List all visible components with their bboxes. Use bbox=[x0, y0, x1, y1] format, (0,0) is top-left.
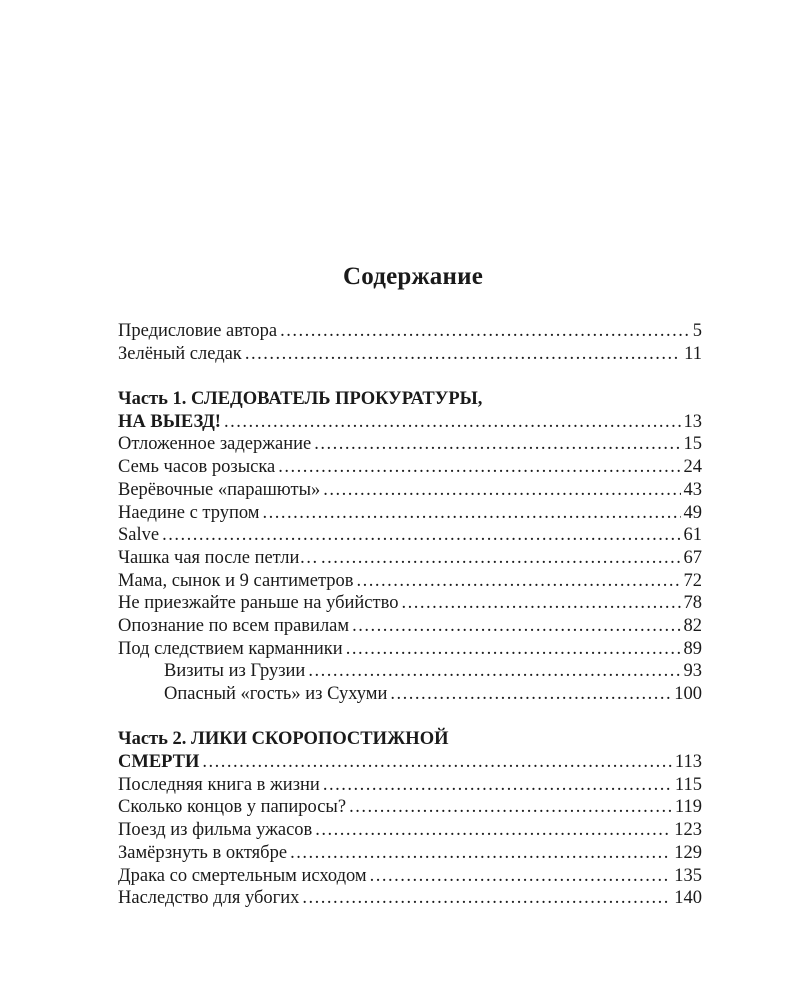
toc-entry-page: 123 bbox=[674, 820, 702, 841]
toc-entry-page: 15 bbox=[683, 434, 702, 455]
toc-leader-dots bbox=[162, 524, 680, 547]
toc-leader-dots bbox=[401, 592, 680, 615]
toc-leader-dots bbox=[346, 638, 681, 661]
toc-entry-title: Последняя книга в жизни bbox=[118, 774, 320, 795]
toc-entry-title: Сколько концов у папиросы? bbox=[118, 797, 347, 818]
toc-entry[interactable] bbox=[118, 592, 702, 615]
toc-entry-page: 115 bbox=[674, 774, 702, 795]
toc-entry-page: 67 bbox=[683, 547, 702, 568]
toc-entry-title: Поезд из фильма ужасов bbox=[118, 820, 313, 841]
toc-leader-dots bbox=[315, 819, 671, 842]
toc-entry-title: Предисловие автора bbox=[118, 321, 278, 341]
toc-entry[interactable] bbox=[118, 502, 702, 525]
part-1-heading-title: НА ВЫЕЗД! bbox=[118, 411, 221, 432]
toc-leader-dots bbox=[357, 570, 681, 593]
toc-leader-dots bbox=[245, 343, 681, 366]
toc-entry[interactable] bbox=[118, 456, 702, 479]
toc-leader-dots bbox=[352, 615, 680, 638]
toc-entry-title: Чашка чая после петли… bbox=[118, 547, 318, 568]
part-1-heading[interactable]: Часть 1. СЛЕДОВАТЕЛЬ ПРОКУРАТУРЫ, bbox=[118, 389, 483, 410]
section-gap bbox=[118, 365, 702, 388]
toc-entry[interactable] bbox=[118, 320, 702, 343]
toc-entry-title: Опознание по всем правилам bbox=[118, 615, 350, 636]
toc-entry-title: Под следствием карманники bbox=[118, 638, 343, 659]
toc-entry-page: 61 bbox=[683, 525, 702, 546]
toc-entry-title: Мама, сынок и 9 сантиметров bbox=[118, 570, 354, 591]
toc-entry[interactable] bbox=[118, 433, 702, 456]
toc-entry-page: 43 bbox=[683, 479, 702, 500]
toc-subentry[interactable] bbox=[118, 683, 702, 706]
toc-entry[interactable] bbox=[118, 819, 702, 842]
table-of-contents bbox=[118, 320, 702, 910]
toc-entry-title: Замёрзнуть в октябре bbox=[118, 842, 288, 863]
toc-leader-dots bbox=[349, 796, 672, 819]
toc-entry[interactable] bbox=[118, 865, 702, 888]
toc-entry-page: 82 bbox=[683, 615, 702, 636]
toc-entry[interactable] bbox=[118, 343, 702, 366]
toc-entry-title: Не приезжайте раньше на убийство bbox=[118, 593, 399, 614]
toc-entry-page: 24 bbox=[683, 457, 702, 478]
toc-entry-page: 93 bbox=[683, 661, 702, 682]
toc-entry[interactable] bbox=[118, 887, 702, 910]
section-gap bbox=[118, 706, 702, 729]
toc-entry[interactable] bbox=[118, 570, 702, 593]
toc-leader-dots bbox=[290, 842, 671, 865]
toc-leader-dots bbox=[224, 411, 681, 434]
toc-entry-page: 78 bbox=[683, 593, 702, 614]
toc-leader-dots bbox=[390, 683, 671, 706]
toc-entry-title: Отложенное задержание bbox=[118, 434, 312, 455]
toc-entry-page: 140 bbox=[674, 888, 702, 909]
toc-entry-title: Зелёный следак bbox=[118, 343, 242, 364]
toc-leader-dots bbox=[202, 751, 672, 774]
toc-entry-page: 135 bbox=[674, 865, 702, 886]
part-2-heading-title: СМЕРТИ bbox=[118, 752, 200, 773]
toc-entry[interactable] bbox=[118, 842, 702, 865]
toc-entry-title: Верёвочные «парашюты» bbox=[118, 479, 321, 500]
toc-leader-dots bbox=[314, 433, 680, 456]
part-1-heading-line[interactable] bbox=[118, 411, 702, 434]
toc-leader-dots bbox=[263, 502, 681, 525]
toc-entry[interactable] bbox=[118, 479, 702, 502]
part-2-heading[interactable]: Часть 2. ЛИКИ СКОРОПОСТИЖНОЙ bbox=[118, 729, 449, 750]
toc-entry-page: 5 bbox=[692, 321, 702, 341]
toc-leader-dots bbox=[280, 320, 690, 343]
toc-leader-dots bbox=[302, 887, 671, 910]
page-title: Содержание bbox=[342, 263, 483, 290]
toc-entry-title: Визиты из Грузии bbox=[164, 661, 306, 682]
toc-entry-title: Семь часов розыска bbox=[118, 457, 276, 478]
toc-entry-title: Опасный «гость» из Сухуми bbox=[164, 684, 388, 704]
toc-leader-dots bbox=[370, 865, 672, 888]
toc-entry[interactable] bbox=[118, 547, 702, 570]
toc-entry-title: Драка со смертельным исходом bbox=[118, 865, 367, 886]
toc-entry-title: Salve bbox=[118, 525, 160, 546]
toc-entry-page: 13 bbox=[683, 411, 702, 432]
toc-entry-page: 72 bbox=[683, 570, 702, 591]
toc-leader-dots bbox=[323, 774, 672, 797]
toc-entry[interactable] bbox=[118, 638, 702, 661]
part-2-heading-line[interactable] bbox=[118, 751, 702, 774]
toc-entry-page: 119 bbox=[674, 797, 702, 818]
toc-leader-dots bbox=[321, 547, 681, 570]
toc-entry-title: Наследство для убогих bbox=[118, 888, 300, 909]
toc-entry-page: 89 bbox=[683, 638, 702, 659]
toc-entry-title: Наедине с трупом bbox=[118, 502, 260, 523]
toc-entry-page: 49 bbox=[683, 502, 702, 523]
toc-entry-page: 129 bbox=[674, 842, 702, 863]
toc-entry-page: 113 bbox=[674, 752, 702, 773]
toc-leader-dots bbox=[323, 479, 680, 502]
toc-entry-page: 11 bbox=[684, 343, 702, 364]
toc-entry[interactable] bbox=[118, 774, 702, 797]
toc-leader-dots bbox=[278, 456, 680, 479]
toc-entry[interactable] bbox=[118, 524, 702, 547]
toc-leader-dots bbox=[308, 660, 680, 683]
toc-entry-page: 100 bbox=[674, 684, 702, 704]
toc-subentry[interactable] bbox=[118, 660, 702, 683]
toc-entry[interactable] bbox=[118, 796, 702, 819]
toc-entry[interactable] bbox=[118, 615, 702, 638]
